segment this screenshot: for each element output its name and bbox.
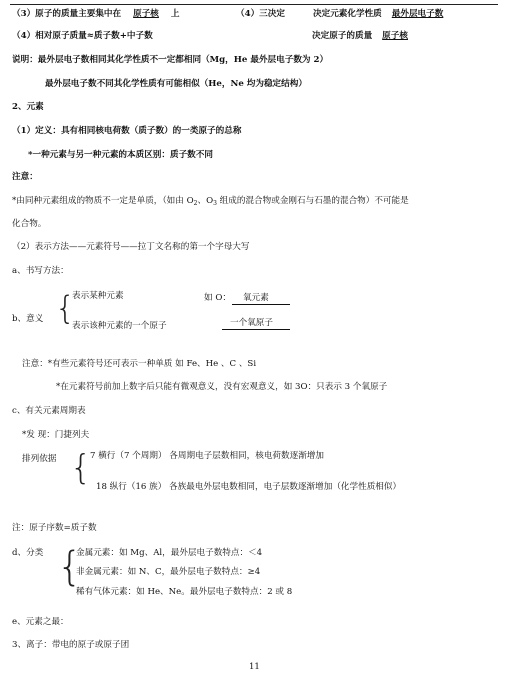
section-element-heading: 2、元素 [12, 102, 44, 112]
arrangement-basis: 排列依据 [22, 454, 57, 464]
answer-outer-electrons: 最外层电子数 [391, 9, 444, 19]
atom-mass-text: （3）原子的质量主要集中在 [12, 9, 122, 19]
periods-row: 7 横行（7 个周期） 各周期电子层数相同，核电荷数逐渐增加 [90, 451, 324, 461]
element-essential-difference: *一种元素与另一种元素的本质区别：质子数不同 [28, 150, 213, 160]
compound-text: 化合物。 [12, 219, 47, 229]
note-same-electrons: 说明：最外层电子数相同其化学性质不一定都相同（Mg，He 最外层电子数为 2） [12, 55, 329, 65]
chemical-property-line [313, 9, 443, 20]
note-single-substance-b: 、O [197, 196, 214, 206]
writing-method: a、书写方法： [12, 266, 69, 276]
atomic-number-note: 注：原子序数=质子数 [12, 523, 97, 533]
noble-gas-elements: 稀有气体元素：如 He、Ne。最外层电子数特点：2 或 8 [76, 587, 293, 597]
atom-mass-suffix: 上 [170, 9, 180, 19]
note-single-substance-c: 组成的混合物或金刚石与石墨的混合物）不可能是 [216, 196, 409, 206]
note-single-substance [12, 196, 409, 207]
note-symbol-substance: 注意：*有些元素符号还可表示一种单质 如 Fe、He 、C 、Si [22, 359, 257, 369]
note-number-prefix: *在元素符号前加上数字后只能有微观意义，没有宏观意义，如 3O：只表示 3 个氧原子 [56, 382, 388, 392]
answer-nucleus: 原子核 [133, 9, 159, 19]
discoverer: *发 现：门捷列夫 [22, 430, 90, 440]
relative-atomic-mass: （4）相对原子质量≈质子数+中子数 [12, 31, 153, 41]
element-definition: （1）定义：具有相同核电荷数（质子数）的一类原子的总称 [12, 126, 242, 136]
three-determines-label: （4）三决定 [236, 9, 285, 19]
note-label: 注意： [12, 172, 38, 182]
underline-oxygen-atom [222, 329, 290, 330]
example-o-label: 如 O： [204, 293, 231, 303]
element-records: e、元素之最： [12, 617, 69, 627]
meaning-element: 表示某种元素 [72, 291, 124, 301]
brace-icon: { [57, 544, 83, 590]
example-oxygen-element: 氧元素 [243, 293, 269, 303]
brace-icon: { [55, 289, 76, 327]
answer-nucleus-2: 原子核 [382, 31, 408, 41]
mass-determines-text: 决定原子的质量 [312, 31, 373, 41]
section-ion-heading: 3、离子：带电的原子或原子团 [12, 640, 130, 650]
page-number: 11 [249, 662, 260, 672]
nonmetal-elements: 非金属元素：如 N、C，最外层电子数特点：≥4 [76, 567, 261, 577]
brace-icon: { [70, 448, 92, 488]
subscript-3: 3 [213, 200, 217, 207]
note-single-substance-a: *由同种元素组成的物质不一定是单质，（如由 O [12, 196, 194, 206]
chemical-property-text: 决定元素化学性质 [313, 9, 382, 19]
classification-label: d、分类 [12, 548, 44, 558]
meaning-atom: 表示该种元素的一个原子 [72, 321, 167, 331]
mass-determines-line [312, 31, 408, 42]
underline-oxygen-element [232, 304, 290, 305]
note-different-electrons: 最外层电子数不同其化学性质有可能相似（He，Ne 均为稳定结构） [45, 79, 307, 89]
example-one-oxygen-atom: 一个氧原子 [230, 318, 273, 328]
subscript-2: 2 [193, 200, 198, 207]
top-rule [10, 4, 498, 5]
groups-row: 18 纵行（16 族） 各族最电外层电数相同，电子层数逐渐增加（化学性质相似） [96, 482, 402, 492]
representation-method: （2）表示方法——元素符号——拉丁文名称的第一个字母大写 [12, 242, 250, 252]
metal-elements: 金属元素：如 Mg、Al，最外层电子数特点：＜4 [76, 548, 263, 558]
atom-mass-line [12, 9, 180, 20]
meaning-label: b、意义 [12, 314, 44, 324]
periodic-table-heading: c、有关元素周期表 [12, 406, 86, 416]
